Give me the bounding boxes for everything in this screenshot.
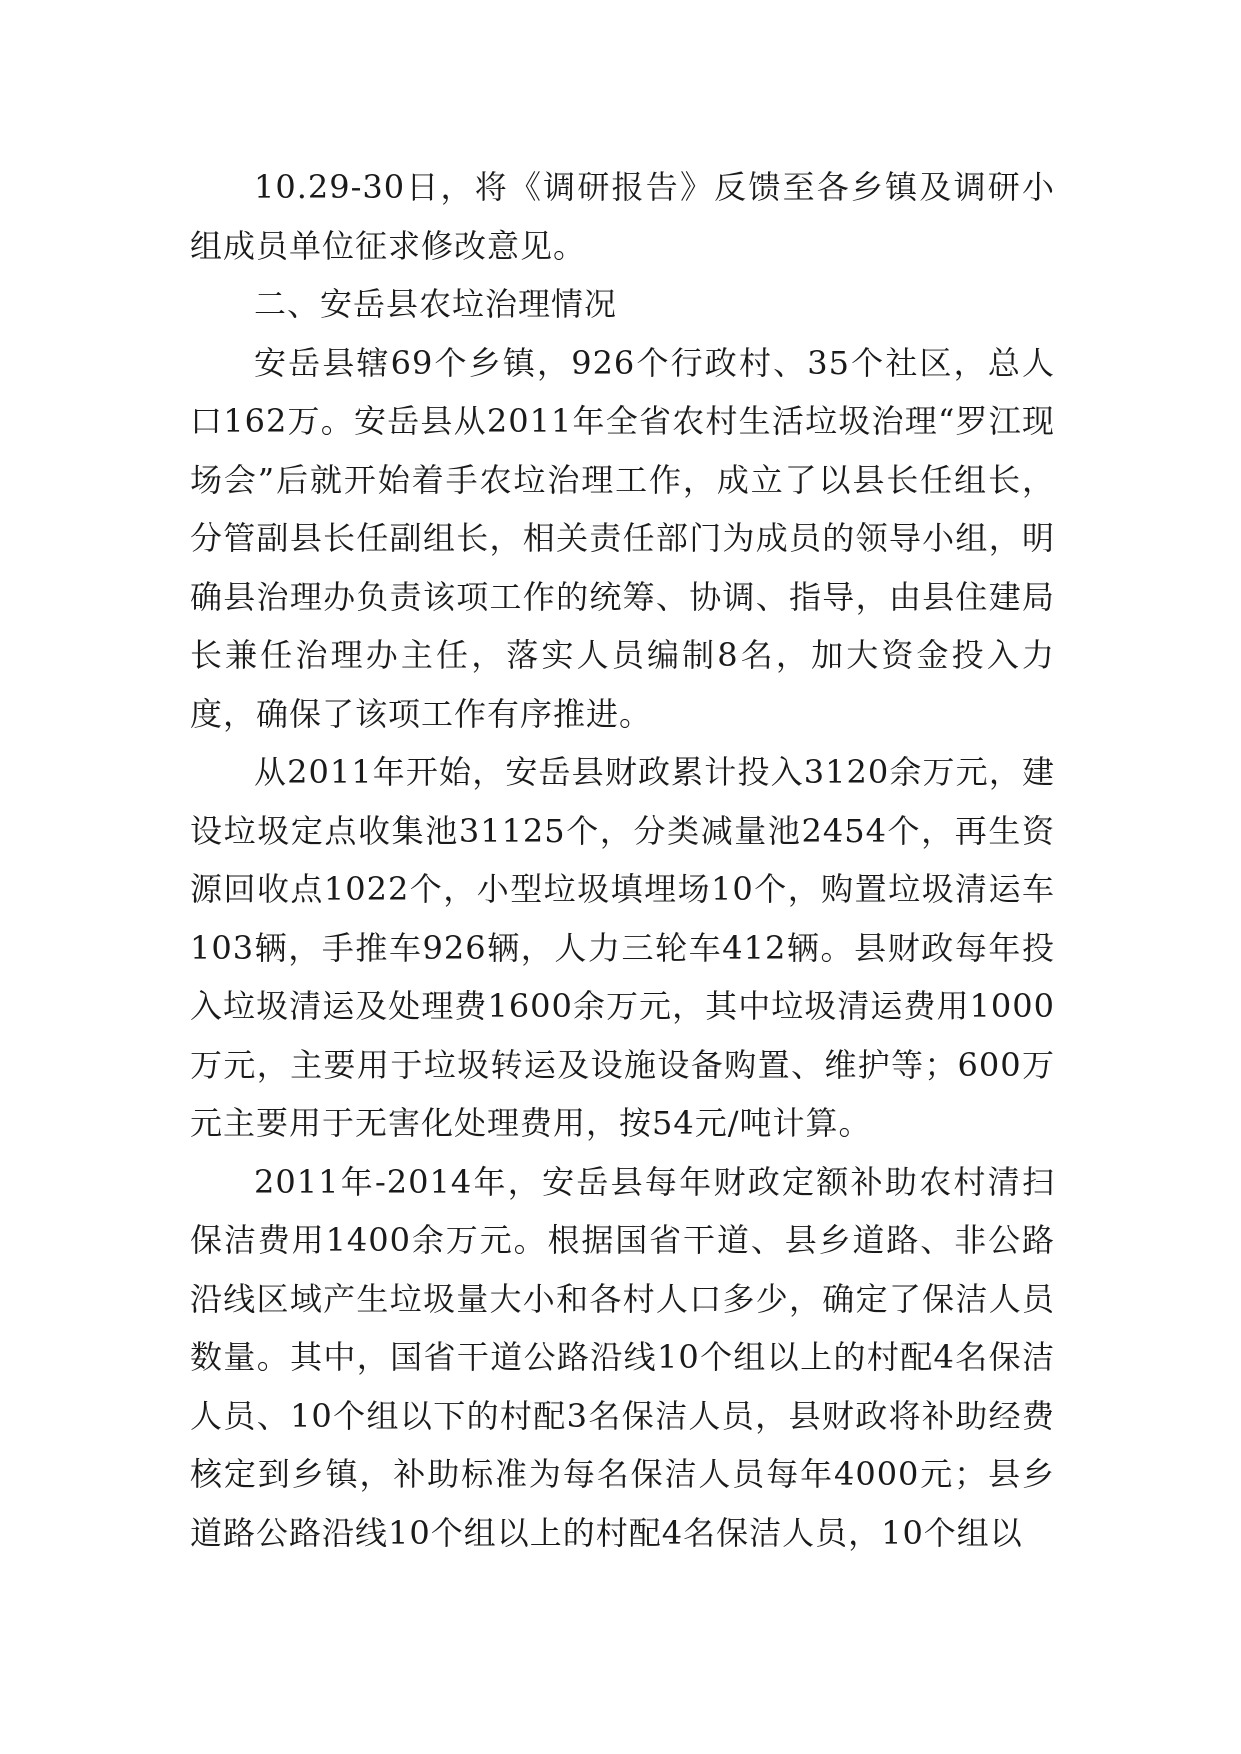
paragraph-funding: 从2011年开始，安岳县财政累计投入3120余万元，建设垃圾定点收集池31125个，分类减量池2454个，再生资源回收点1022个，小型垃圾填埋场10个，购置垃圾清运车103辆，手推车926辆，人力三轮车412辆。县财政每年投入垃圾清运及处理费1600余万元，其中垃圾清运费用1000万元，主要用于垃圾转运及设施设备购置、维护等；600万元主要用于无害化处理费用，按54元/吨计算。 <box>190 753 1055 1142</box>
paragraph-cleaning-subsidy: 2011年-2014年，安岳县每年财政定额补助农村清扫保洁费用1400余万元。根据国省干道、县乡道路、非公路沿线区域产生垃圾量大小和各村人口多少，确定了保洁人员数量。其中，国省干道公路沿线10个组以上的村配4名保洁人员、10个组以下的村配3名保洁人员，县财政将补助经费核定到乡镇，补助标准为每名保洁人员每年4000元；县乡道路公路沿线10个组以上的村配4名保洁人员，10个组以 <box>190 1162 1055 1552</box>
paragraph-feedback: 10.29-30日，将《调研报告》反馈至各乡镇及调研小组成员单位征求修改意见。 <box>190 168 1055 265</box>
section-heading: 二、安岳县农垃治理情况 <box>254 285 618 323</box>
paragraph-county-overview: 安岳县辖69个乡镇，926个行政村、35个社区，总人口162万。安岳县从2011年全省农村生活垃圾治理“罗江现场会”后就开始着手农垃治理工作，成立了以县长任组长，分管副县长任副组长，相关责任部门为成员的领导小组，明确县治理办负责该项工作的统筹、协调、指导，由县住建局长兼任治理办主任，落实人员编制8名，加大资金投入力度，确保了该项工作有序推进。 <box>190 343 1055 733</box>
document-body <box>190 158 1055 1562</box>
